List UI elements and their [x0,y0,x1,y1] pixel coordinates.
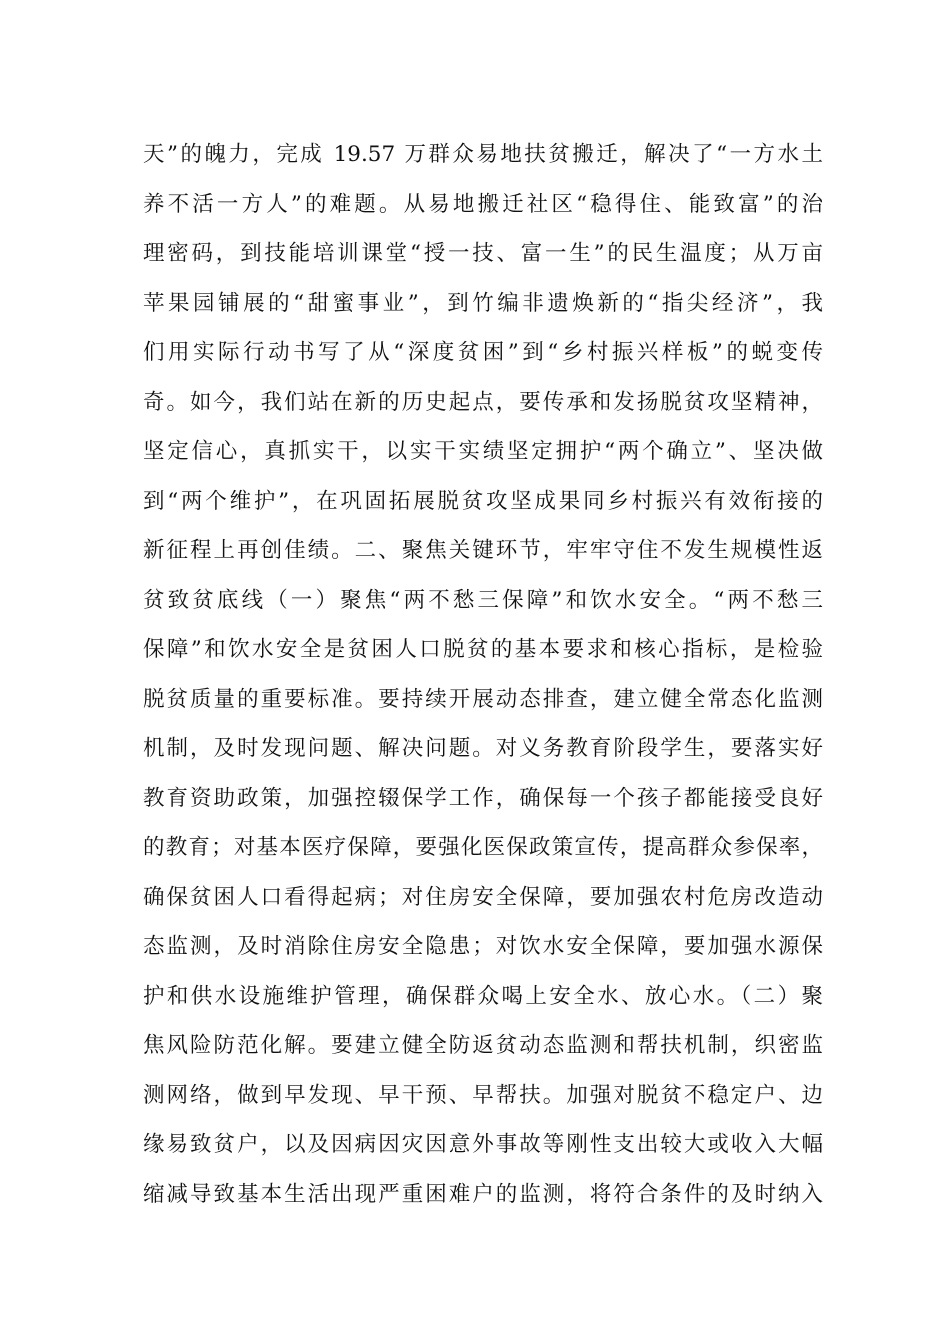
text-line: 护和供水设施维护管理，确保群众喝上安全水、放心水。（二）聚 [143,983,823,1009]
text-line: 缩减导致基本生活出现严重困难户的监测，将符合条件的及时纳入 [143,1181,823,1207]
text-line: 脱贫质量的重要标准。要持续开展动态排查，建立健全常态化监测 [143,686,823,712]
text-line: 教育资助政策，加强控辍保学工作，确保每一个孩子都能接受良好 [143,785,823,811]
text-line: 的教育；对基本医疗保障，要强化医保政策宣传，提高群众参保率， [143,835,823,860]
text-line: 态监测，及时消除住房安全隐患；对饮水安全保障，要加强水源保 [143,934,823,959]
text-line: 新征程上再创佳绩。二、聚焦关键环节，牢牢守住不发生规模性返 [143,538,823,563]
text-line: 到“两个维护”，在巩固拓展脱贫攻坚成果同乡村振兴有效衔接的 [143,488,823,514]
text-line: 保障”和饮水安全是贫困人口脱贫的基本要求和核心指标，是检验 [143,637,823,662]
text-line: 苹果园铺展的“甜蜜事业”，到竹编非遗焕新的“指尖经济”，我 [143,290,823,316]
text-line: 确保贫困人口看得起病；对住房安全保障，要加强农村危房改造动 [143,884,823,910]
text-line: 焦风险防范化解。要建立健全防返贫动态监测和帮扶机制，织密监 [143,1033,823,1058]
text-line: 测网络，做到早发现、早干预、早帮扶。加强对脱贫不稳定户、边 [143,1082,823,1108]
text-line: 坚定信心，真抓实干，以实干实绩坚定拥护“两个确立”、坚决做 [143,439,823,464]
text-line: 理密码，到技能培训课堂“授一技、富一生”的民生温度；从万亩 [143,241,823,266]
text-line: 奇。如今，我们站在新的历史起点，要传承和发扬脱贫攻坚精神， [143,389,823,415]
text-line: 机制，及时发现问题、解决问题。对义务教育阶段学生，要落实好 [143,736,823,761]
text-line: 们用实际行动书写了从“深度贫困”到“乡村振兴样板”的蜕变传 [143,340,823,365]
text-line: 养不活一方人”的难题。从易地搬迁社区“稳得住、能致富”的治 [143,191,823,217]
text-line: 缘易致贫户，以及因病因灾因意外事故等刚性支出较大或收入大幅 [143,1132,823,1157]
text-line: 天”的魄力，完成 19.57 万群众易地扶贫搬迁，解决了“一方水土 [143,142,823,167]
text-line: 贫致贫底线（一）聚焦“两不愁三保障”和饮水安全。“两不愁三 [143,587,823,613]
body-text [143,130,823,1219]
